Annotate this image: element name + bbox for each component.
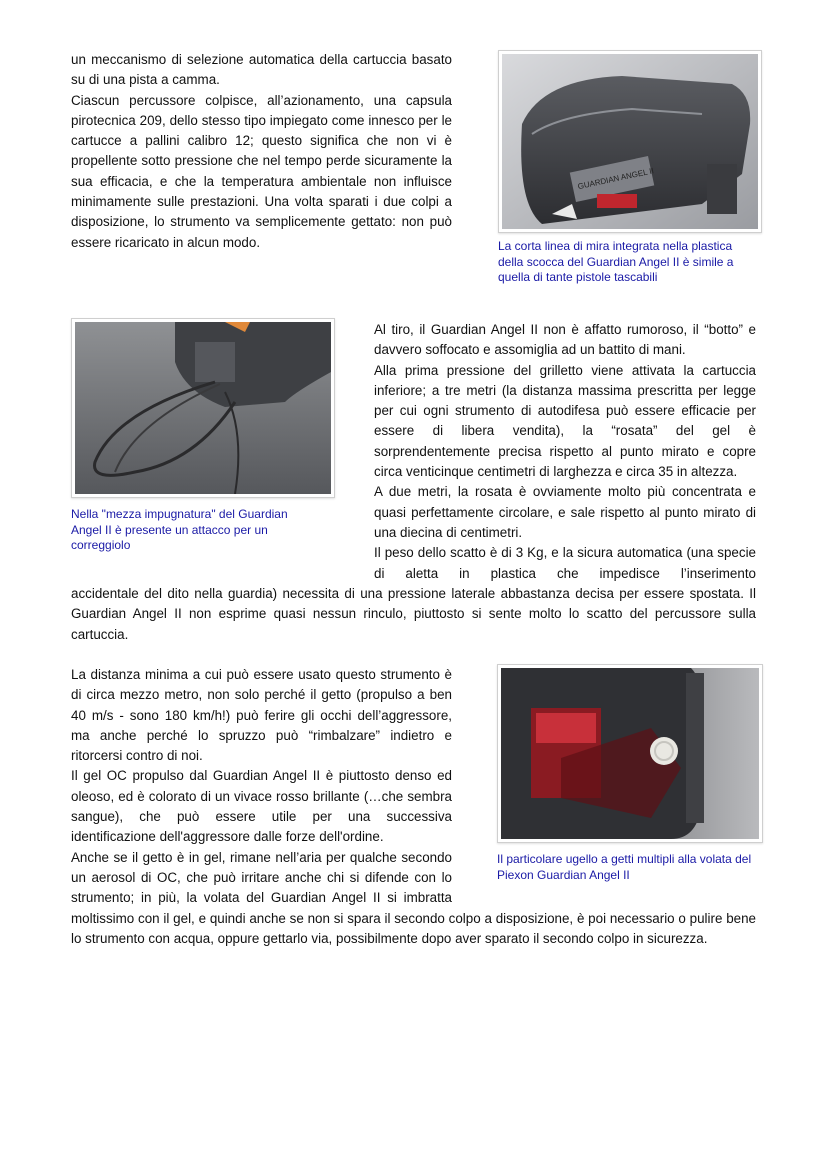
paragraph: accidentale del dito nella guardia) necessita di una pressione laterale abbastanza decisa per essere spostata. Il Guardian Angel II non esprime quasi nessun rinculo, piuttosto si sente molto lo scatto del percussore sulla cartuccia.: [71, 586, 756, 642]
paragraph: A due metri, la rosata è ovviamente molto più concentrata e quasi perfettamente circolare, e sale rispetto al punto mirato di una diecina di centimetri.: [374, 484, 756, 540]
paragraph: Anche se il getto è in gel, rimane nell’aria per qualche secondo un aerosol di OC, che può irritare anche chi si difende con lo strumento; in più, la volata del Guardian Angel II si imbratta: [71, 849, 452, 906]
photo-caption: Il particolare ugello a getti multipli alla volata del Piexon Guardian Angel II: [497, 852, 752, 882]
photo-label: GUARDIAN ANGEL II: [576, 166, 655, 192]
photo-caption: Nella "mezza impugnatura" del Guardian Angel II è presente un attacco per un correggiolo: [71, 507, 288, 552]
photo-image: [502, 54, 758, 229]
section2-text: [374, 320, 756, 584]
photo-nozzle: [497, 664, 763, 843]
photo-image: [75, 322, 331, 494]
paragraph: moltissimo con il gel, e quindi anche se non si spara il secondo colpo a disposizione, è poi necessario o pulire bene lo strumento con acqua, oppure gettarlo via, possibilmente dopo aver sparato il secondo colpo in sicurezza.: [71, 911, 756, 947]
paragraph: Al tiro, il Guardian Angel II non è affatto rumoroso, il “botto” e davvero soffocato e assomiglia ad un battito di mani.: [374, 322, 756, 358]
paragraph: Il gel OC propulso dal Guardian Angel II è piuttosto denso ed oleoso, ed è colorato di un vivace rosso brillante (…che sembra sangue), che può essere utile per una successiva identificazione dell'aggressore dalle forze dell'ordine.: [71, 768, 452, 845]
paragraph: un meccanismo di selezione automatica della cartuccia basato su di una pista a camma.: [71, 52, 452, 88]
photo-lanyard: [71, 318, 335, 498]
section3-text: [71, 665, 452, 909]
photo-caption: La corta linea di mira integrata nella plastica della scocca del Guardian Angel II è simile a quella di tante pistole tascabili: [498, 239, 734, 284]
section2-continuation: [71, 584, 756, 645]
section3-continuation: [71, 909, 756, 950]
section1-text: [71, 50, 452, 253]
paragraph: Ciascun percussore colpisce, all’azionamento, una capsula pirotecnica 209, dello stesso tipo impiegato come innesco per le cartucce a pallini calibro 12; questo significa che non vi è propellente sotto pressione che nel tempo perde sicuramente la sua efficacia, e che la temperatura ambientale non influisce minimamente sulle prestazioni. Una volta sparati i due colpi a disposizione, lo strumento va semplicemente gettato: non può essere ricaricato in alcun modo.: [71, 92, 452, 250]
paragraph: Il peso dello scatto è di 3 Kg, e la sicura automatica (una specie di aletta in plastica che impedisce l’inserimento: [374, 545, 756, 581]
paragraph: Alla prima pressione del grilletto viene attivata la cartuccia inferiore; a tre metri (la distanza massima prescritta per legge per cui ogni strumento di autodifesa può essere efficacie per essere di libera vendita), la “rosata” del gel è sorprendentemente precisa rispetto al punto mirato e copre circa venticinque centimetri di larghezza e circa 35 in altezza.: [374, 362, 756, 480]
photo-image: [501, 668, 759, 839]
paragraph: La distanza minima a cui può essere usato questo strumento è di circa mezzo metro, non solo perché il getto (propulso a ben 40 m/s - sono 180 km/h!) può ferire gli occhi dell’aggressore, ma anche perché lo spruzzo può “rimbalzare” indietro e ritorcersi contro di noi.: [71, 667, 452, 764]
photo-sight-line: [498, 50, 762, 233]
